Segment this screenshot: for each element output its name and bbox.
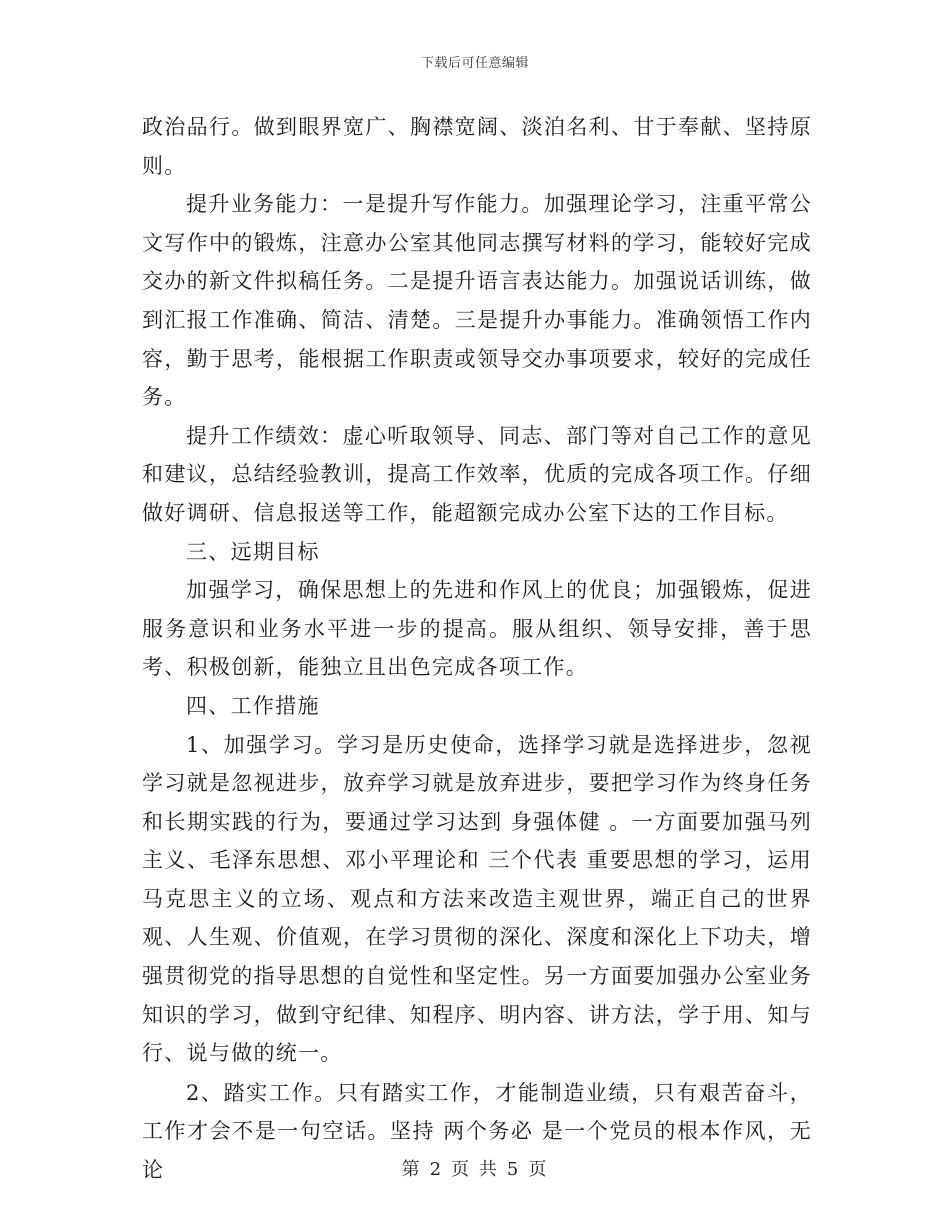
paragraph-2: 提升业务能力：一是提升写作能力。加强理论学习，注重平常公文写作中的锻炼，注意办公室其他同志撰写材料的学习，能较好完成交办的新文件拟稿任务。二是提升语言表达能力。加强说话训练，做到汇报工作准确、简洁、清楚。三是提升办事能力。准确领悟工作内容，勤于思考，能根据工作职责或领导交办事项要求，较好的完成任务。 (142, 192, 812, 410)
paragraph-1: 政治品行。做到眼界宽广、胸襟宽阔、淡泊名利、甘于奉献、坚持原则。 (142, 115, 812, 178)
section-heading-4: 四、工作措施 (186, 693, 320, 718)
paragraph-3: 提升工作绩效：虚心听取领导、同志、部门等对自己工作的意见和建议，总结经验教训，提高工作效率，优质的完成各项工作。仔细做好调研、信息报送等工作，能超额完成办公室下达的工作目标。 (142, 423, 812, 525)
footer-middle: 页 共 (451, 1159, 499, 1180)
header-note: 下载后可任意编辑 (420, 56, 529, 71)
footer-total-pages: 5 (506, 1159, 521, 1180)
paragraph-5: 1、加强学习。学习是历史使命，选择学习就是选择进步，忽视学习就是忽视进步，放弃学习就是放弃进步，要把学习作为终身任务和长期实践的行为，要通过学习达到 身强体健 。一方面要加强马列主义、毛泽东思想、邓小平理论和 三个代表 重要思想的学习，运用马克思主义的立场、观点和方法来改造主观世界，端正自己的世界观、人生观、价值观，在学习贯彻的深化、深度和深化上下功夫，增强贯彻党的指导思想的自觉性和坚定性。另一方面要加强办公室业务知识的学习，做到守纪律、知程序、明内容、讲方法，学于用、知与行、说与做的统一。 (142, 732, 812, 1066)
section-heading-3: 三、远期目标 (186, 539, 320, 564)
footer-page-number: 2 (429, 1159, 444, 1180)
footer-prefix: 第 (401, 1159, 422, 1180)
body-content (142, 108, 812, 1190)
paragraph-6: 2、踏实工作。只有踏实工作，才能制造业绩，只有艰苦奋斗，工作才会不是一句空话。坚持 两个务必 是一个党员的根本作风，无论 (142, 1080, 812, 1183)
page-footer (0, 1155, 950, 1181)
paragraph-4: 加强学习，确保思想上的先进和作风上的优良；加强锻炼，促进服务意识和业务水平进一步的提高。服从组织、领导安排，善于思考、积极创新，能独立且出色完成各项工作。 (142, 578, 812, 680)
footer-suffix: 页 (528, 1159, 549, 1180)
